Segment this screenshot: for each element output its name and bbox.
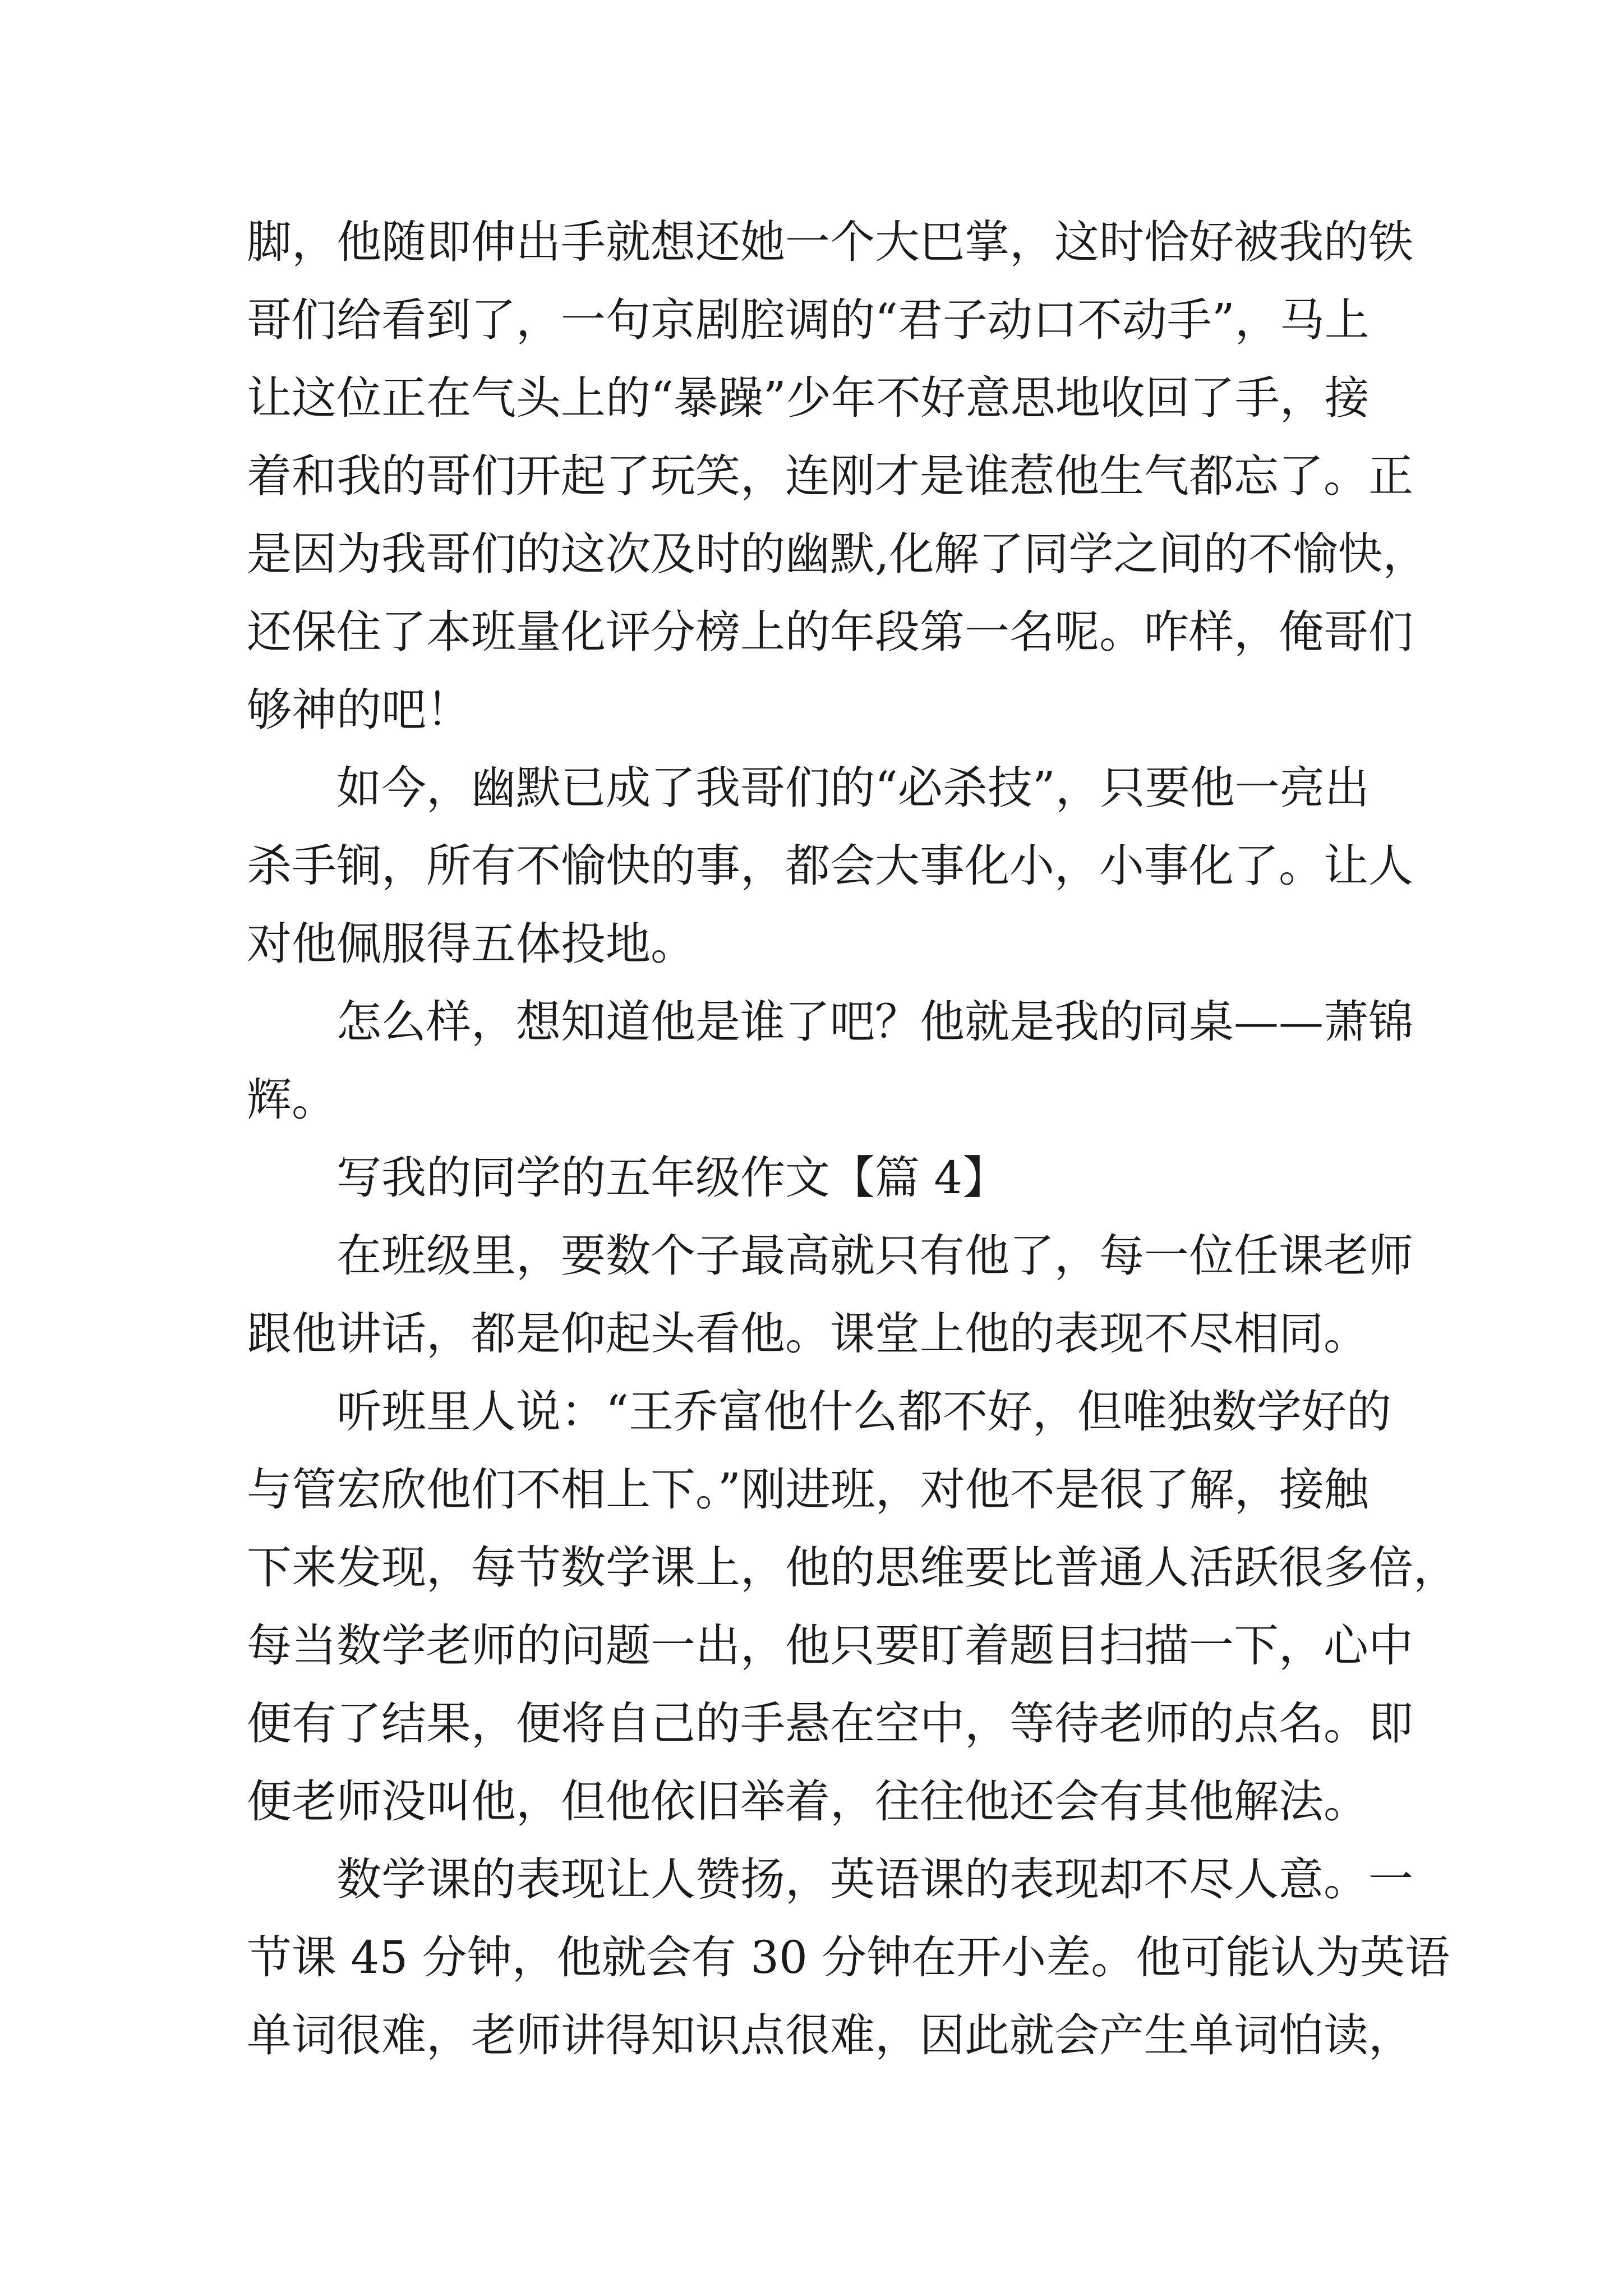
text-line: 每当数学老师的问题一出，他只要盯着题目扫描一下，心中 (247, 1619, 1413, 1672)
section-heading: 写我的同学的五年级作文【篇 4】 (336, 1152, 1008, 1204)
text-line: 与管宏欣他们不相上下。”刚进班，对他不是很了解，接触 (247, 1464, 1369, 1516)
text-line: 够神的吧！ (247, 684, 471, 736)
text-line: 跟他讲话，都是仰起头看他。课堂上他的表现不尽相同。 (247, 1308, 1368, 1360)
text-line: 着和我的哥们开起了玩笑，连刚才是谁惹他生气都忘了。正 (247, 450, 1413, 502)
paragraph-start: 数学课的表现让人赞扬，英语课的表现却不尽人意。一 (336, 1853, 1413, 1906)
essay-text (247, 203, 1458, 2074)
text-line: 是因为我哥们的这次及时的幽默,化解了同学之间的不愉快， (247, 528, 1428, 580)
text-line: 还保住了本班量化评分榜上的年段第一名呢。咋样，俺哥们 (247, 606, 1413, 658)
text-line: 单词很难，老师讲得知识点很难，因此就会产生单词怕读， (247, 2009, 1413, 2062)
text-line: 节课 45 分钟，他就会有 30 分钟在开小差。他可能认为英语 (247, 1931, 1450, 1984)
text-line: 脚，他随即伸出手就想还她一个大巴掌，这时恰好被我的铁 (247, 216, 1413, 268)
text-line: 辉。 (247, 1074, 336, 1126)
text-line: 下来发现，每节数学课上，他的思维要比普通人活跃很多倍， (247, 1542, 1458, 1594)
text-line: 便有了结果，便将自己的手悬在空中，等待老师的点名。即 (247, 1697, 1413, 1750)
text-line: 哥们给看到了，一句京剧腔调的“君子动口不动手”，马上 (247, 294, 1370, 346)
paragraph-start: 在班级里，要数个子最高就只有他了，每一位任课老师 (336, 1230, 1413, 1282)
text-line: 杀手锏，所有不愉快的事，都会大事化小，小事化了。让人 (247, 840, 1413, 892)
paragraph-start: 如今，幽默已成了我哥们的“必杀技”，只要他一亮出 (336, 762, 1370, 814)
paragraph-start: 怎么样，想知道他是谁了吧？他就是我的同桌——萧锦 (336, 996, 1413, 1048)
text-line: 便老师没叫他，但他依旧举着，往往他还会有其他解法。 (247, 1775, 1368, 1828)
text-line: 对他佩服得五体投地。 (247, 918, 695, 970)
paragraph-start: 听班里人说：“王乔富他什么都不好，但唯独数学好的 (336, 1386, 1391, 1438)
text-line: 让这位正在气头上的“暴躁”少年不好意思地收回了手，接 (247, 372, 1370, 424)
